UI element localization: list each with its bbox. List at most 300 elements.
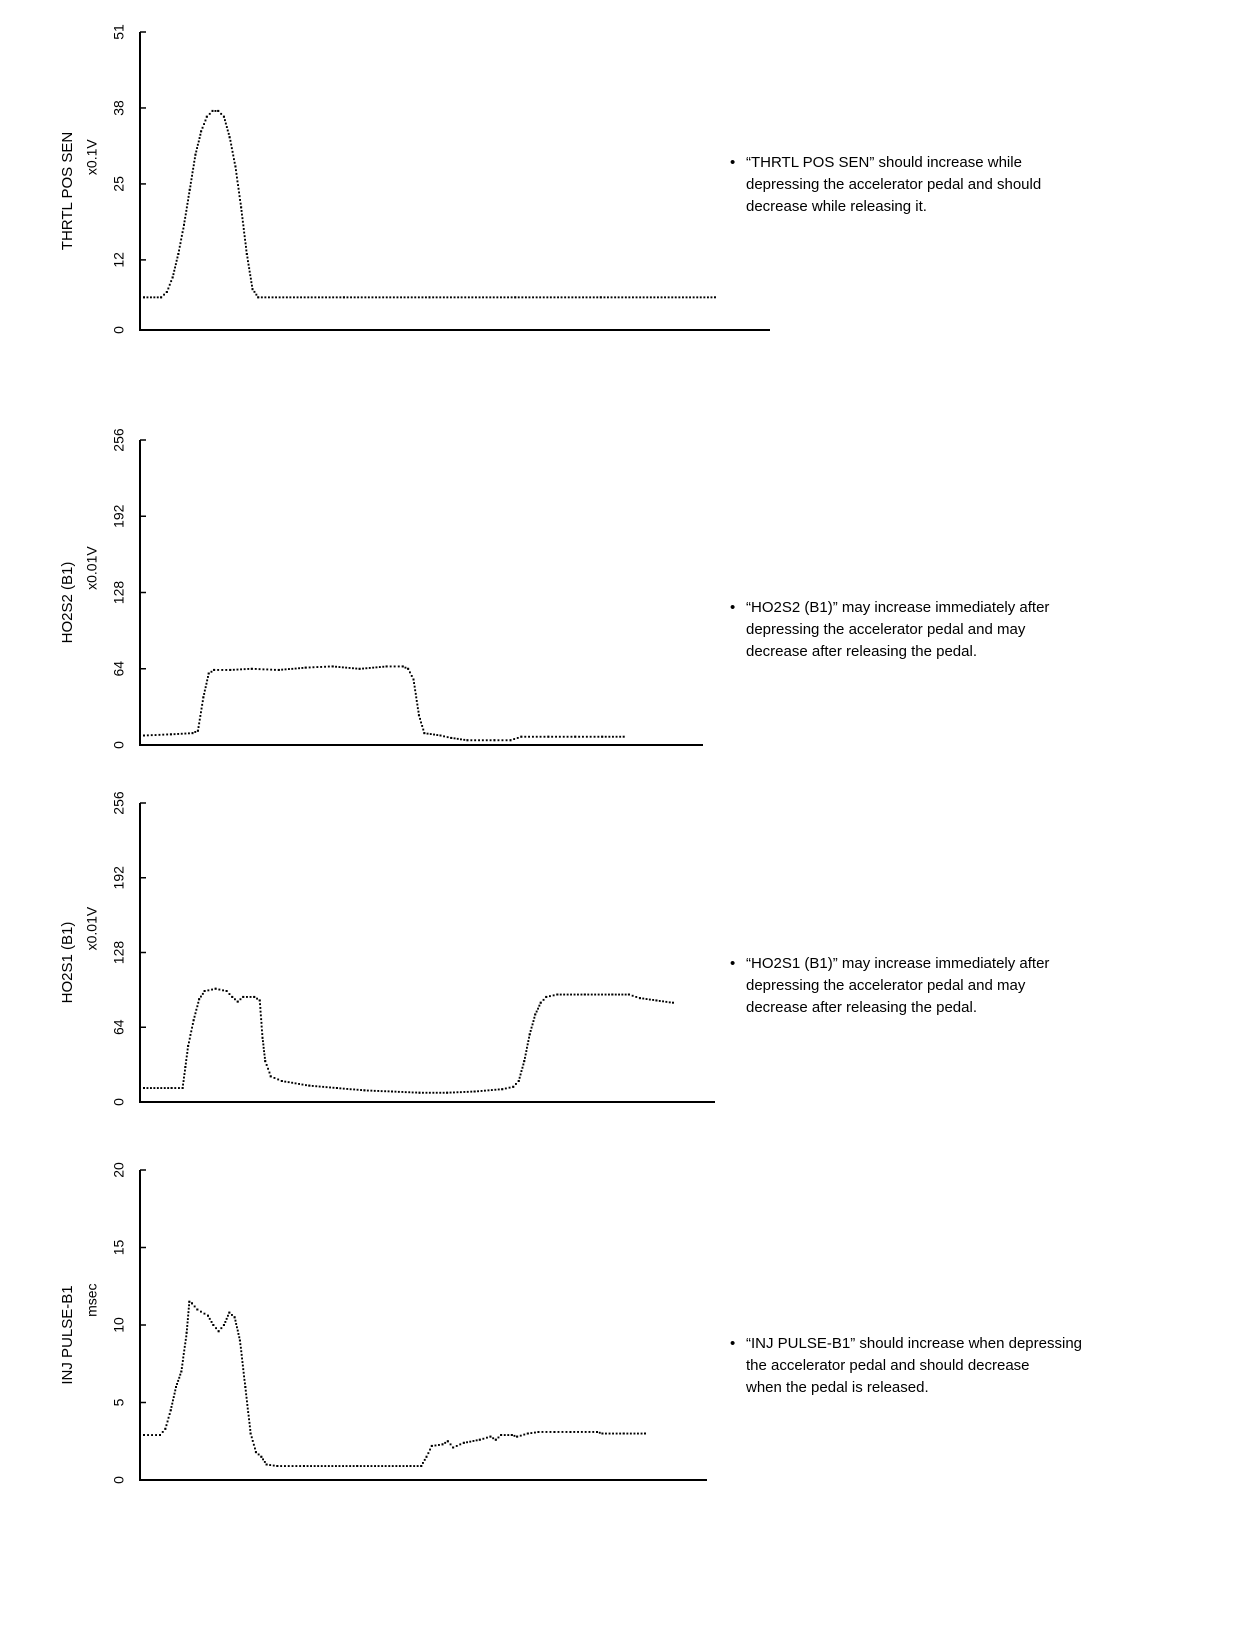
trace-dot [198,722,200,724]
trace-dot [261,1026,263,1028]
trace-dot [189,185,191,187]
trace-dot [175,263,177,265]
trace-dot [475,296,477,298]
trace-dot [466,1441,468,1443]
trace-dot [237,1330,239,1332]
trace-dot [243,1372,245,1374]
trace-dot [429,1449,431,1451]
y-tick-label: 192 [110,504,127,528]
trace-dot [325,296,327,298]
trace-dot [181,733,183,735]
trace-dot [404,296,406,298]
trace-dot [339,666,341,668]
trace-dot [168,1417,170,1419]
trace-dot [288,1465,290,1467]
trace-dot [250,281,252,283]
y-tick-label: 0 [110,1098,127,1106]
trace-dot [365,667,367,669]
trace-dot [518,296,520,298]
trace-dot [263,668,265,670]
trace-dot [652,999,654,1001]
trace-dot [235,1320,237,1322]
data-point [511,1434,513,1436]
trace-dot [349,1465,351,1467]
trace-dot [553,994,555,996]
trace-dot [563,994,565,996]
trace-dot [244,1383,246,1385]
trace-dot [579,296,581,298]
trace-dot [578,736,580,738]
data-point [463,1442,465,1444]
trace-dot [242,224,244,226]
trace-dot [204,1313,206,1315]
y-axis-unit: msec [83,1283,100,1317]
y-axis-label: INJ PULSE-B1 [58,1285,76,1385]
data-point [514,296,516,298]
trace-dot [174,1393,176,1395]
trace-dot [461,296,463,298]
trace-dot [486,296,488,298]
trace-dot [563,736,565,738]
trace-dot [467,1091,469,1093]
trace-dot [238,192,240,194]
trace-dot [205,120,207,122]
trace-dot [174,733,176,735]
trace-dot [530,1432,532,1434]
trace-dot [460,738,462,740]
trace-dot [406,1465,408,1467]
data-point [234,165,236,167]
trace-dot [419,718,421,720]
trace-dot [291,1082,293,1084]
trace-dot [236,1326,238,1328]
trace-dot [636,296,638,298]
trace-dot [262,1458,264,1460]
trace-dot [343,1088,345,1090]
trace-dot [316,666,318,668]
trace-dot [172,1399,174,1401]
trace-dot [382,666,384,668]
trace-dot [187,1322,189,1324]
trace-dot [486,739,488,741]
trace-dot [532,296,534,298]
note-line: depressing the accelerator pedal and should [746,176,1042,193]
y-tick-label: 64 [110,1019,127,1036]
trace-dot [250,278,252,280]
trace-dot [180,239,182,241]
trace-dot [550,1431,552,1433]
trace-dot [550,296,552,298]
trace-dot [252,1440,254,1442]
y-tick-label: 256 [110,428,127,452]
trace-dot [286,296,288,298]
trace-dot [585,1431,587,1433]
trace-dot [608,994,610,996]
data-point [215,988,217,990]
trace-dot [160,1087,162,1089]
note-line: depressing the accelerator pedal and may [746,977,1026,994]
trace-dot [339,1465,341,1467]
trace-dot [191,178,193,180]
trace-dot [346,1465,348,1467]
trace-dot [237,669,239,671]
trace-dot [177,733,179,735]
note-line: “HO2S1 (B1)” may increase immediately after [746,955,1050,972]
trace-dot [415,1092,417,1094]
trace-dot [245,1390,247,1392]
trace-dot [597,736,599,738]
data-point [218,1330,220,1332]
trace-dot [525,1054,527,1056]
trace-dot [194,731,196,733]
series-trace [143,988,674,1094]
trace-dot [200,996,202,998]
trace-dot [377,1090,379,1092]
series-trace [143,665,625,741]
trace-dot [612,1433,614,1435]
trace-dot [626,1433,628,1435]
note-line: “HO2S2 (B1)” may increase immediately after [746,599,1050,616]
trace-dot [300,296,302,298]
y-tick-label: 10 [110,1317,127,1333]
data-point [574,736,576,738]
trace-dot [240,998,242,1000]
trace-dot [251,1436,253,1438]
data-point [512,1086,514,1088]
trace-dot [187,203,189,205]
trace-dot [157,1087,159,1089]
trace-dot [470,739,472,741]
trace-dot [291,668,293,670]
trace-dot [484,1090,486,1092]
trace-dot [517,737,519,739]
trace-dot [199,134,201,136]
data-point [644,1433,646,1435]
data-point [253,996,255,998]
trace-dot [227,130,229,132]
trace-dot [486,1437,488,1439]
trace-dot [416,704,418,706]
trace-dot [171,1406,173,1408]
trace-dot [502,739,504,741]
trace-dot [262,1044,264,1046]
trace-dot [379,296,381,298]
trace-dot [184,220,186,222]
trace-dot [264,296,266,298]
trace-dot [653,296,655,298]
trace-dot [521,296,523,298]
trace-dot [207,676,209,678]
trace-dot [582,736,584,738]
data-point [446,1092,448,1094]
trace-dot [418,711,420,713]
trace-dot [329,1087,331,1089]
trace-dot [305,1084,307,1086]
data-point [239,1340,241,1342]
y-tick-label: 15 [110,1239,127,1256]
trace-dot [185,1339,187,1341]
trace-dot [360,1089,362,1091]
y-tick-label: 0 [110,326,127,334]
y-axis-label: HO2S1 (B1) [58,921,76,1004]
trace-dot [389,296,391,298]
trace-dot [246,996,248,998]
y-tick-label: 0 [110,1476,127,1484]
trace-dot [232,151,234,153]
trace-dot [546,296,548,298]
trace-dot [245,1393,247,1395]
trace-dot [238,1333,240,1335]
trace-dot [245,246,247,248]
trace-dot [524,736,526,738]
trace-dot [489,296,491,298]
trace-dot [220,1327,222,1329]
data-point [501,1088,503,1090]
trace-dot [295,668,297,670]
data-point [170,733,172,735]
trace-dot [195,151,197,153]
trace-dot [269,1464,271,1466]
data-point [197,730,199,732]
trace-dot [515,1083,517,1085]
y-tick-label: 0 [110,741,127,749]
trace-dot [372,296,374,298]
data-point [447,1440,449,1442]
data-point [187,1045,189,1047]
trace-dot [222,989,224,991]
trace-dot [668,296,670,298]
data-point [183,224,185,226]
trace-dot [203,123,205,125]
trace-dot [187,1318,189,1320]
trace-dot [198,726,200,728]
data-point [213,669,215,671]
trace-dot [159,734,161,736]
trace-dot [244,239,246,241]
trace-dot [543,296,545,298]
trace-dot [678,296,680,298]
trace-dot [151,734,153,736]
data-point [160,296,162,298]
trace-dot [533,1017,535,1019]
trace-dot [669,1001,671,1003]
trace-dot [463,739,465,741]
trace-dot [242,217,244,219]
trace-dot [346,1088,348,1090]
data-point [200,130,202,132]
trace-dot [249,274,251,276]
trace-dot [463,1091,465,1093]
trace-dot [241,214,243,216]
note-line: depressing the accelerator pedal and may [746,621,1026,638]
data-point [500,1434,502,1436]
trace-dot [182,1360,184,1362]
trace-dot [249,1422,251,1424]
trace-dot [235,1323,237,1325]
trace-dot [304,296,306,298]
data-point [175,1386,177,1388]
trace-dot [192,1023,194,1025]
data-point [278,669,280,671]
trace-dot [261,296,263,298]
trace-dot [422,1462,424,1464]
data-point [623,736,625,738]
trace-dot [395,1465,397,1467]
trace-dot [593,296,595,298]
data-point [231,996,233,998]
trace-dot [202,993,204,995]
trace-dot [482,739,484,741]
trace-dot [392,1465,394,1467]
trace-dot [289,296,291,298]
trace-dot [199,719,201,721]
trace-dot [292,1465,294,1467]
trace-dot [424,1459,426,1461]
trace-dot [352,667,354,669]
trace-dot [665,1001,667,1003]
trace-dot [436,296,438,298]
trace-dot [185,1059,187,1061]
trace-dot [549,995,551,997]
data-point [420,1465,422,1467]
data-point [628,994,630,996]
trace-dot [147,1434,149,1436]
trace-dot [226,126,228,128]
y-tick-label: 5 [110,1398,127,1407]
trace-dot [586,296,588,298]
trace-dot [182,231,184,233]
trace-dot [446,296,448,298]
data-point [259,999,261,1001]
trace-dot [184,1342,186,1344]
trace-dot [476,1439,478,1441]
trace-dot [491,1089,493,1091]
trace-dot [630,1433,632,1435]
trace-dot [256,998,258,1000]
data-point [182,1087,184,1089]
data-point [523,1060,525,1062]
trace-dot [201,704,203,706]
trace-dot [367,1090,369,1092]
trace-dot [322,1086,324,1088]
trace-dot [532,1023,534,1025]
trace-dot [527,1043,529,1045]
trace-dot [232,155,234,157]
trace-dot [239,1343,241,1345]
trace-dot [540,736,542,738]
trace-dot [260,1018,262,1020]
note-bullet: • [730,599,736,616]
trace-dot [416,700,418,702]
trace-dot [657,296,659,298]
trace-dot [347,296,349,298]
data-point [159,1434,161,1436]
trace-dot [412,1092,414,1094]
trace-dot [247,1411,249,1413]
trace-dot [398,1091,400,1093]
trace-dot [554,296,556,298]
trace-dot [285,668,287,670]
trace-dot [433,734,435,736]
trace-dot [249,1429,251,1431]
trace-dot [470,1091,472,1093]
trace-dot [241,210,243,212]
trace-dot [555,736,557,738]
trace-dot [561,296,563,298]
trace-dot [150,1087,152,1089]
data-point [206,116,208,118]
trace-dot [601,994,603,996]
trace-dot [220,113,222,115]
data-point [639,997,641,999]
trace-dot [227,1315,229,1317]
trace-dot [179,246,181,248]
data-point [171,1087,173,1089]
data-point [510,739,512,741]
trace-dot [570,994,572,996]
trace-dot [182,228,184,230]
trace-dot [249,1425,251,1427]
trace-dot [263,1047,265,1049]
trace-dot [696,296,698,298]
trace-dot [506,739,508,741]
trace-dot [238,1336,240,1338]
trace-dot [228,133,230,135]
data-point [189,189,191,191]
trace-dot [190,182,192,184]
trace-dot [198,141,200,143]
trace-dot [425,296,427,298]
trace-dot [592,1431,594,1433]
trace-dot [170,280,172,282]
trace-dot [194,1016,196,1018]
trace-dot [435,1445,437,1447]
trace-dot [155,734,157,736]
trace-dot [608,736,610,738]
trace-dot [544,736,546,738]
trace-dot [526,1047,528,1049]
trace-dot [333,1087,335,1089]
trace-dot [264,1054,266,1056]
data-point [223,116,225,118]
data-point [186,1332,188,1334]
trace-dot [191,175,193,177]
trace-dot [211,1321,213,1323]
note-ho2s2 [730,597,1049,663]
trace-dot [594,736,596,738]
trace-dot [599,1432,601,1434]
trace-dot [557,296,559,298]
trace-dot [413,682,415,684]
trace-dot [147,296,149,298]
trace-dot [649,999,651,1001]
note-ho2s1 [730,953,1049,1019]
trace-dot [176,260,178,262]
trace-dot [202,127,204,129]
trace-dot [399,1465,401,1467]
data-point [518,1080,520,1082]
trace-dot [183,1080,185,1082]
trace-dot [151,1434,153,1436]
trace-dot [577,994,579,996]
trace-dot [520,1074,522,1076]
data-point [204,990,206,992]
data-point [242,996,244,998]
trace-dot [314,1465,316,1467]
data-point [180,1371,182,1373]
trace-dot [619,1433,621,1435]
data-point [270,1075,272,1077]
